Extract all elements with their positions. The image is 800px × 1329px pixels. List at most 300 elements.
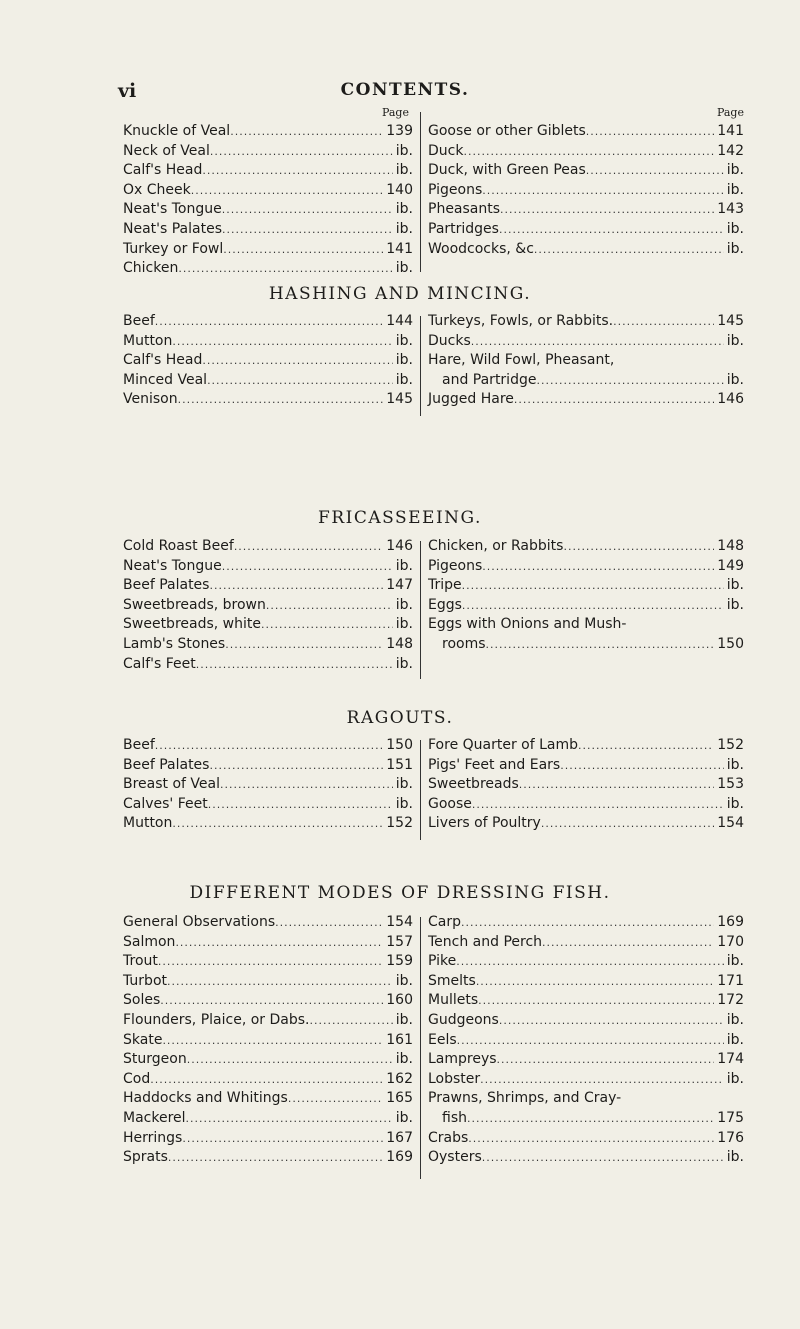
dot-leader (158, 952, 383, 972)
entry-title: Salmon (123, 933, 176, 950)
entry-title: Duck, with Green Peas (428, 162, 586, 179)
entry-list (123, 736, 413, 834)
entry-page-number: 175 (717, 1109, 744, 1126)
left-column (123, 108, 413, 279)
entry-title: Smelts (428, 972, 476, 989)
entry-title: Beef (123, 313, 155, 329)
dot-leader (187, 1050, 393, 1070)
toc-entry (123, 390, 413, 410)
entry-title: Sprats (123, 1149, 168, 1166)
toc-entry (428, 795, 744, 815)
entry-title: Soles (123, 992, 161, 1009)
dot-leader (482, 181, 724, 201)
entry-title: Sweetbreads, white (123, 616, 261, 633)
toc-entry (428, 814, 744, 834)
section-heading-fricasseeing: FRICASSEEING. (318, 508, 482, 528)
dot-leader (196, 655, 393, 675)
toc-entry (428, 972, 744, 992)
dot-leader (210, 142, 393, 162)
entry-page-number: 169 (717, 914, 744, 930)
entry-title: Duck (428, 142, 464, 159)
toc-entry (428, 952, 744, 972)
dot-leader (222, 557, 393, 577)
right-column (428, 108, 744, 259)
toc-entry (123, 1050, 413, 1070)
dot-leader (209, 756, 383, 776)
entry-list (123, 537, 413, 674)
entry-page-number: ib. (726, 577, 744, 594)
entry-page-number: ib. (395, 972, 413, 989)
entry-page-number: 142 (717, 142, 744, 159)
entry-list (428, 537, 744, 655)
toc-entry (428, 181, 744, 201)
dot-leader (499, 1011, 724, 1031)
entry-title: Neat's Tongue (123, 557, 222, 574)
entry-page-number: 152 (386, 815, 413, 832)
entry-page-number: ib. (726, 332, 744, 349)
entry-page-number: ib. (726, 756, 744, 773)
entry-page-number: ib. (726, 240, 744, 257)
toc-entry (428, 1031, 744, 1051)
dot-leader (461, 913, 714, 933)
entry-title: Turbot (123, 972, 167, 989)
dot-leader (541, 814, 714, 834)
toc-entry (123, 200, 413, 220)
entry-title: Crabs (428, 1129, 469, 1146)
entry-page-number: ib. (395, 795, 413, 812)
entry-title: and Partridge (442, 371, 537, 388)
toc-entry (123, 557, 413, 577)
toc-entry (123, 1070, 413, 1090)
dot-leader (207, 371, 393, 391)
toc-entry (428, 596, 744, 616)
entry-page-number: 143 (717, 201, 744, 218)
entry-title: Prawns, Shrimps, and Cray- (428, 1090, 622, 1107)
entry-page-number: ib. (395, 332, 413, 349)
dot-leader (500, 200, 714, 220)
dot-leader (230, 122, 383, 142)
dot-leader (456, 952, 724, 972)
entry-page-number: ib. (395, 596, 413, 613)
entry-title: Pike (428, 953, 457, 970)
dot-leader (578, 736, 714, 756)
dot-leader (261, 615, 393, 635)
dot-leader (478, 991, 714, 1011)
toc-entry (123, 537, 413, 557)
toc-entry (428, 933, 744, 953)
entry-title: Hare, Wild Fowl, Pheasant, (428, 352, 615, 369)
entry-page-number: ib. (395, 1011, 413, 1028)
entry-title: Neat's Palates (123, 220, 223, 237)
toc-entry (428, 1050, 744, 1070)
entry-page-number: ib. (726, 953, 744, 970)
dot-leader (462, 596, 724, 616)
toc-entry (428, 913, 744, 933)
toc-entry (123, 312, 413, 332)
entry-list (123, 312, 413, 410)
toc-entry (123, 240, 413, 260)
dot-leader (542, 933, 714, 953)
toc-entry (123, 1109, 413, 1129)
dot-leader (225, 635, 383, 655)
dot-leader (275, 913, 383, 933)
dot-leader (178, 390, 384, 410)
entry-title: Pigeons (428, 557, 483, 574)
dot-leader (209, 576, 383, 596)
toc-entry (428, 332, 744, 352)
dot-leader (172, 332, 392, 352)
folio-number: vi (118, 80, 137, 102)
toc-entry (428, 775, 744, 795)
dot-leader (178, 259, 392, 279)
toc-entry (428, 1089, 744, 1109)
entry-page-number: 169 (386, 1149, 413, 1166)
entry-title: Pigeons (428, 181, 483, 198)
entry-page-number: ib. (726, 1031, 744, 1048)
entry-title: rooms (442, 635, 486, 652)
entry-title: Sweetbreads, brown (123, 596, 266, 613)
toc-entry (428, 1070, 744, 1090)
entry-page-number: 161 (386, 1031, 413, 1048)
toc-entry (123, 259, 413, 279)
entry-title: Sturgeon (123, 1051, 187, 1068)
dot-leader (288, 1089, 383, 1109)
dot-leader (234, 537, 383, 557)
entry-title: Breast of Veal (123, 776, 220, 793)
entry-page-number: 154 (717, 815, 744, 832)
section-hashing (123, 312, 753, 422)
dot-leader (266, 596, 393, 616)
entry-title: Eggs with Onions and Mush- (428, 616, 627, 633)
entry-page-number: ib. (395, 352, 413, 369)
toc-entry (428, 1109, 744, 1129)
entry-page-number: 148 (717, 538, 744, 554)
entry-title: Woodcocks, &c (428, 240, 534, 257)
entry-page-number: ib. (395, 557, 413, 574)
entry-list (428, 122, 744, 259)
dot-leader (482, 557, 714, 577)
entry-title: Trout (123, 953, 158, 970)
toc-entry (428, 390, 744, 410)
toc-entry (428, 1011, 744, 1031)
entry-page-number: ib. (395, 371, 413, 388)
entry-title: Lampreys (428, 1051, 497, 1068)
entry-title: Carp (428, 914, 461, 930)
toc-entry (123, 913, 413, 933)
entry-title: Eggs (428, 596, 462, 613)
entry-page-number: 174 (717, 1051, 744, 1068)
toc-entry (123, 933, 413, 953)
entry-title: Turkeys, Fowls, or Rabbits. (428, 313, 614, 329)
column-rule (420, 112, 421, 272)
entry-page-number: 152 (717, 737, 744, 753)
entry-title: Sweetbreads (428, 776, 519, 793)
dot-leader (220, 775, 393, 795)
toc-entry (428, 200, 744, 220)
entry-title: Turkey or Fowl (123, 240, 224, 257)
entry-page-number: ib. (395, 260, 413, 277)
toc-entry (428, 576, 744, 596)
entry-title: fish (442, 1109, 467, 1126)
entry-page-number: 146 (717, 391, 744, 408)
entry-title: Goose (428, 795, 472, 812)
entry-title: Cold Roast Beef (123, 538, 234, 554)
toc-entry (123, 814, 413, 834)
toc-entry (123, 615, 413, 635)
entry-title: Calf's Feet (123, 655, 196, 672)
entry-title: Haddocks and Whitings (123, 1090, 288, 1107)
dot-leader (309, 1011, 392, 1031)
toc-entry (428, 1148, 744, 1168)
dot-leader (586, 122, 714, 142)
entry-page-number: ib. (395, 1109, 413, 1126)
dot-leader (563, 537, 714, 557)
page-header (0, 80, 800, 104)
toc-entry (123, 161, 413, 181)
dot-leader (191, 181, 384, 201)
entry-page-number: ib. (726, 795, 744, 812)
entry-page-number: 170 (717, 933, 744, 950)
entry-page-number: 151 (386, 756, 413, 773)
left-column (123, 537, 413, 674)
dot-leader (462, 576, 724, 596)
dot-leader (150, 1070, 383, 1090)
section-ragouts (123, 736, 753, 846)
entry-title: General Observations (123, 914, 276, 930)
section-fish (123, 913, 753, 1173)
page-column-label: Page (716, 106, 744, 119)
toc-entry (428, 220, 744, 240)
right-column (428, 537, 744, 655)
dot-leader (519, 775, 715, 795)
entry-page-number: 171 (717, 972, 744, 989)
entry-page-number: 150 (386, 737, 413, 753)
toc-entry (123, 1129, 413, 1149)
entry-page-number: 141 (717, 123, 744, 139)
dot-leader (471, 332, 724, 352)
dot-leader (186, 1109, 393, 1129)
entry-page-number: 157 (386, 933, 413, 950)
dot-leader (497, 1050, 715, 1070)
toc-entry (123, 952, 413, 972)
toc-entry (428, 371, 744, 391)
dot-leader (499, 220, 724, 240)
dot-leader (463, 142, 714, 162)
section-heading-fish: DIFFERENT MODES OF DRESSING FISH. (189, 883, 611, 903)
toc-entry (428, 557, 744, 577)
toc-entry (123, 1031, 413, 1051)
entry-title: Skate (123, 1031, 163, 1048)
dot-leader (155, 736, 384, 756)
toc-entry (123, 635, 413, 655)
dot-leader (472, 795, 724, 815)
entry-page-number: 140 (386, 181, 413, 198)
page-column-label: Page (381, 106, 409, 119)
toc-entry (123, 576, 413, 596)
toc-entry (123, 655, 413, 675)
entry-page-number: 141 (386, 240, 413, 257)
entry-page-number: ib. (395, 655, 413, 672)
toc-entry (428, 615, 744, 635)
dot-leader (222, 200, 393, 220)
entry-page-number: 172 (717, 992, 744, 1009)
entry-page-number: 150 (717, 635, 744, 652)
toc-entry (428, 736, 744, 756)
entry-page-number: 176 (717, 1129, 744, 1146)
entry-page-number: ib. (726, 1011, 744, 1028)
entry-list (428, 312, 744, 410)
entry-title: Beef (123, 737, 155, 753)
dot-leader (155, 312, 384, 332)
entry-page-number: ib. (726, 162, 744, 179)
dot-leader (202, 161, 392, 181)
entry-title: Mutton (123, 815, 173, 832)
entry-page-number: 139 (386, 123, 413, 139)
entry-title: Chicken (123, 260, 179, 277)
entry-title: Livers of Poultry (428, 815, 541, 832)
toc-entry (123, 991, 413, 1011)
dot-leader (182, 1129, 383, 1149)
entry-title: Calves' Feet (123, 795, 208, 812)
entry-page-number: 167 (386, 1129, 413, 1146)
toc-entry (428, 240, 744, 260)
entry-page-number: ib. (395, 220, 413, 237)
entry-title: Mutton (123, 332, 173, 349)
entry-list (428, 736, 744, 834)
toc-entry (123, 332, 413, 352)
entry-page-number: 145 (386, 391, 413, 408)
entry-page-number: ib. (395, 142, 413, 159)
dot-leader (536, 371, 723, 391)
toc-entry (428, 122, 744, 142)
right-column (428, 312, 744, 410)
entry-title: Calf's Head (123, 162, 203, 179)
dot-leader (202, 351, 392, 371)
entry-page-number: 154 (386, 914, 413, 930)
entry-page-number: 149 (717, 557, 744, 574)
entry-title: Minced Veal (123, 371, 208, 388)
entry-title: Oysters (428, 1149, 482, 1166)
entry-title: Calf's Head (123, 352, 203, 369)
entry-title: Tripe (428, 577, 462, 594)
dot-leader (534, 240, 724, 260)
toc-entry (123, 1089, 413, 1109)
dot-leader (486, 635, 715, 655)
left-column (123, 736, 413, 834)
running-title: CONTENTS. (340, 80, 470, 100)
right-column (428, 736, 744, 834)
entry-page-number: 153 (717, 776, 744, 793)
entry-title: Lamb's Stones (123, 635, 226, 652)
entry-page-number: ib. (395, 1051, 413, 1068)
entry-title: Gudgeons (428, 1011, 499, 1028)
entry-page-number: 162 (386, 1070, 413, 1087)
dot-leader (208, 795, 393, 815)
dot-leader (168, 1148, 383, 1168)
toc-entry (428, 756, 744, 776)
dot-leader (167, 972, 393, 992)
toc-entry (123, 775, 413, 795)
entry-title: Fore Quarter of Lamb (428, 737, 579, 753)
dot-leader (160, 991, 383, 1011)
toc-entry (428, 537, 744, 557)
dot-leader (514, 390, 714, 410)
entry-title: Chicken, or Rabbits (428, 538, 564, 554)
entry-title: Lobster (428, 1070, 481, 1087)
entry-title: Flounders, Plaice, or Dabs. (123, 1011, 310, 1028)
entry-title: Knuckle of Veal (123, 123, 231, 139)
toc-entry (123, 371, 413, 391)
section-continued (123, 108, 753, 278)
entry-page-number: ib. (726, 596, 744, 613)
entry-title: Eels (428, 1031, 457, 1048)
column-rule (420, 740, 421, 840)
entry-page-number: 165 (386, 1090, 413, 1107)
toc-entry (428, 635, 744, 655)
entry-page-number: 160 (386, 992, 413, 1009)
entry-title: Venison (123, 391, 178, 408)
entry-title: Mackerel (123, 1109, 186, 1126)
entry-page-number: ib. (726, 1149, 744, 1166)
toc-entry (123, 220, 413, 240)
entry-title: Cod (123, 1070, 151, 1087)
dot-leader (175, 933, 383, 953)
toc-entry (428, 1129, 744, 1149)
entry-page-number: ib. (395, 162, 413, 179)
entry-title: Neck of Veal (123, 142, 210, 159)
toc-entry (123, 795, 413, 815)
entry-title: Mullets (428, 992, 479, 1009)
entry-page-number: 146 (386, 538, 413, 554)
dot-leader (162, 1031, 383, 1051)
right-column (428, 913, 744, 1168)
dot-leader (560, 756, 724, 776)
toc-entry (428, 351, 744, 371)
toc-entry (123, 351, 413, 371)
entry-page-number: ib. (395, 201, 413, 218)
entry-title: Pigs' Feet and Ears (428, 756, 561, 773)
entry-title: Tench and Perch (428, 933, 543, 950)
toc-entry (123, 596, 413, 616)
dot-leader (468, 1129, 714, 1149)
entry-page-number: ib. (395, 616, 413, 633)
dot-leader (223, 240, 383, 260)
entry-list (428, 913, 744, 1168)
entry-page-number: ib. (726, 181, 744, 198)
entry-page-number: ib. (395, 776, 413, 793)
entry-title: Jugged Hare (428, 391, 514, 408)
entry-page-number: ib. (726, 220, 744, 237)
entry-title: Neat's Tongue (123, 201, 222, 218)
column-rule (420, 541, 421, 679)
entry-title: Goose or other Giblets (428, 123, 586, 139)
entry-page-number: ib. (726, 1070, 744, 1087)
left-column (123, 312, 413, 410)
toc-entry (123, 181, 413, 201)
dot-leader (457, 1031, 724, 1051)
toc-entry (428, 142, 744, 162)
dot-leader (476, 972, 714, 992)
entry-title: Beef Palates (123, 577, 210, 594)
toc-entry (123, 1011, 413, 1031)
entry-page-number: 145 (717, 313, 744, 329)
toc-entry (123, 142, 413, 162)
toc-entry (123, 736, 413, 756)
entry-title: Ducks (428, 332, 471, 349)
dot-leader (613, 312, 714, 332)
dot-leader (482, 1148, 724, 1168)
toc-entry (428, 312, 744, 332)
